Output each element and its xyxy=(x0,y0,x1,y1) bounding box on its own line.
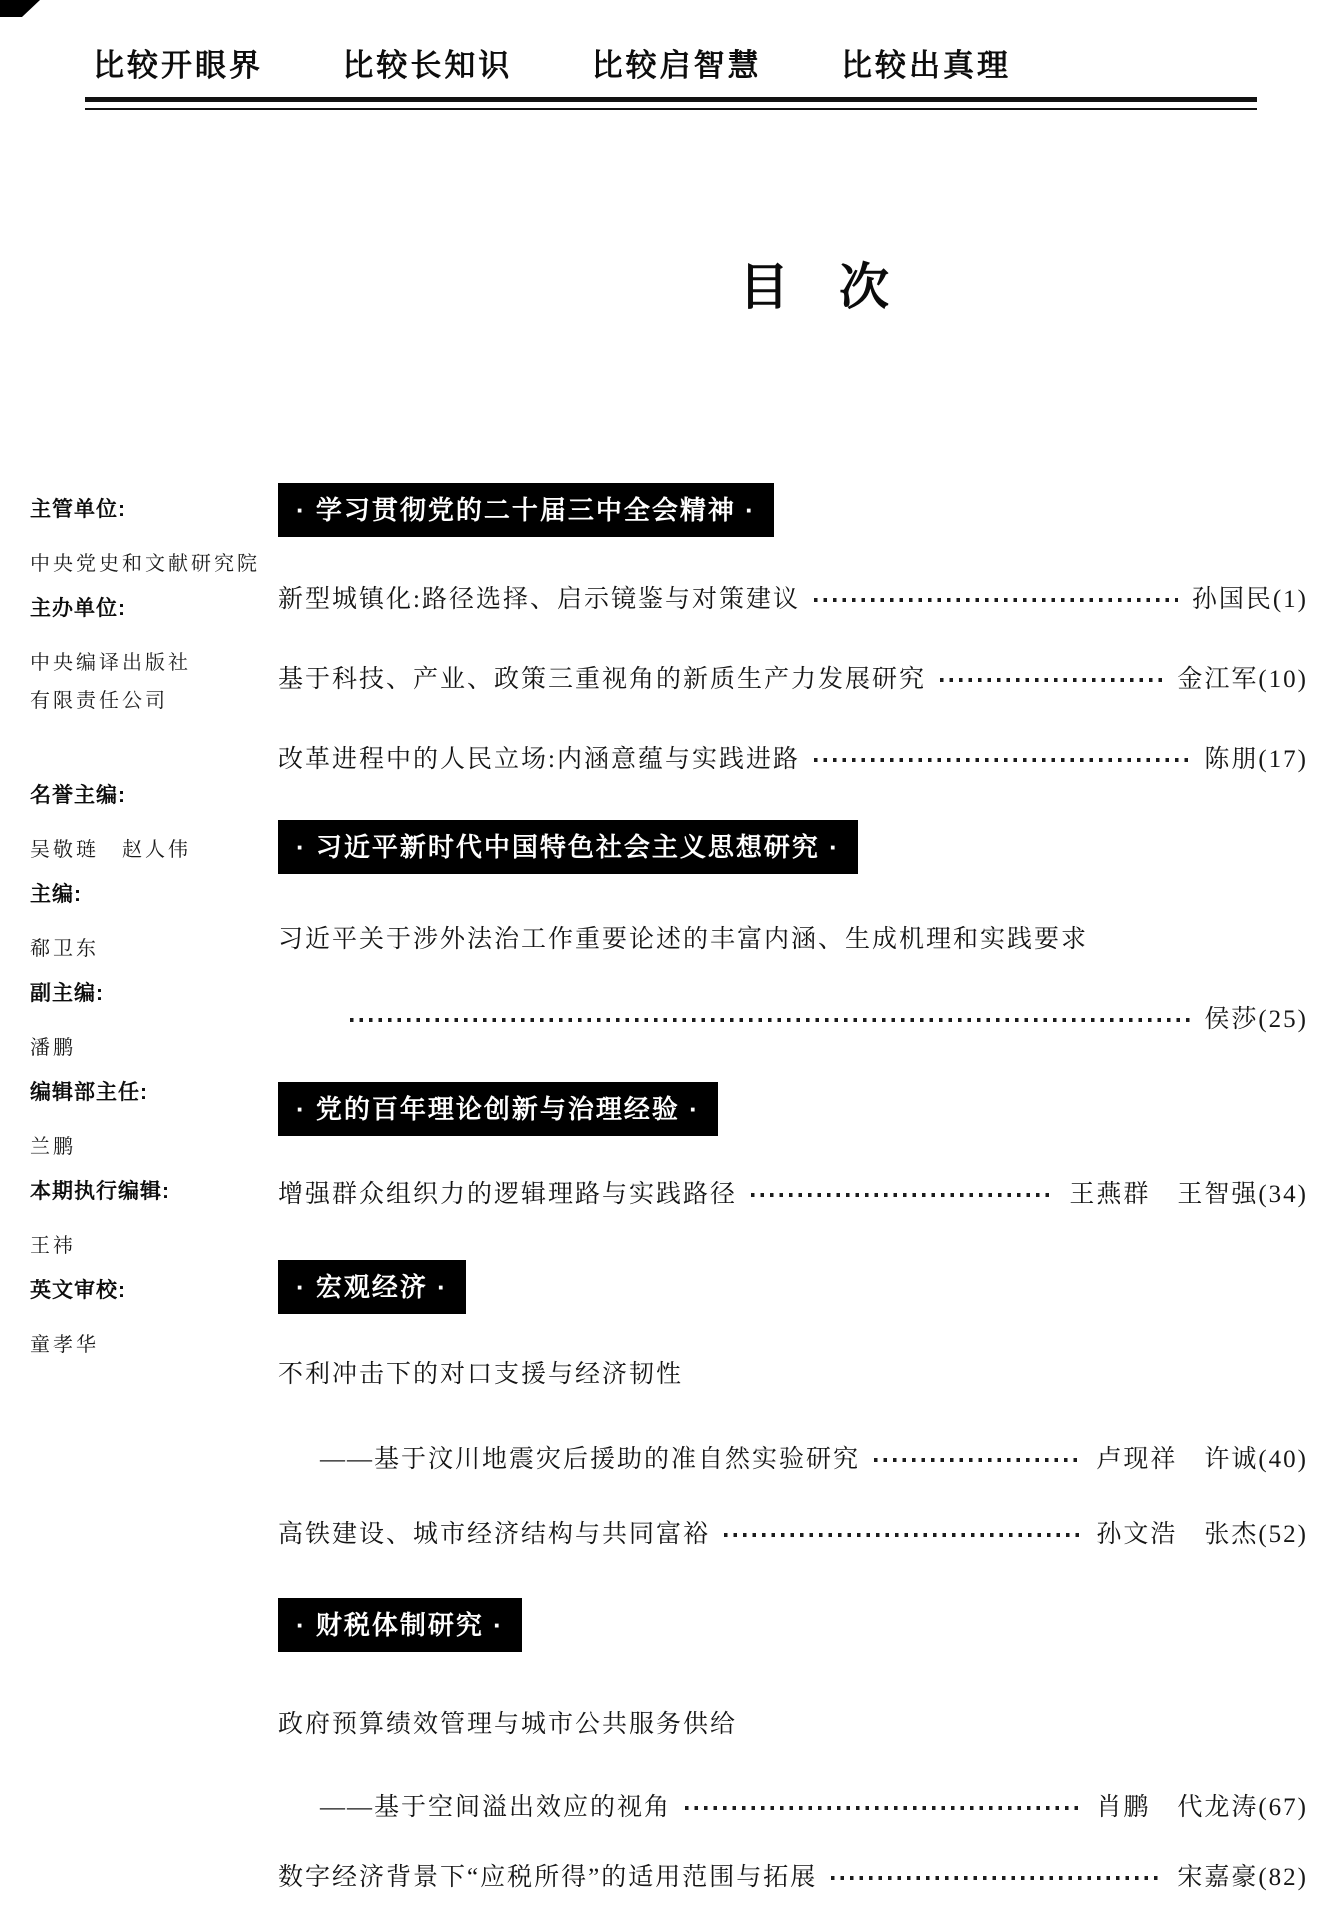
article-title: 改革进程中的人民立场:内涵意蕴与实践进路 xyxy=(278,746,800,773)
masthead-value: 吴敬琏 赵人伟 xyxy=(30,839,191,861)
page-title: 目 次 xyxy=(739,259,889,315)
masthead-sidebar xyxy=(30,495,282,1375)
toc-entry-continuation-row xyxy=(278,1004,1308,1036)
article-title: 新型城镇化:路径选择、启示镜鉴与对策建议 xyxy=(278,586,800,613)
toc-subtitle-row xyxy=(278,1792,1308,1824)
header-slogan: 比较出真理 xyxy=(840,48,1011,83)
dot-leader xyxy=(940,678,1163,682)
header-rule-thick xyxy=(85,97,1257,102)
masthead-value: 有限责任公司 xyxy=(30,690,168,712)
toc-entry-row xyxy=(278,1359,1308,1391)
masthead-entry xyxy=(30,781,282,865)
masthead-value: 郗卫东 xyxy=(30,938,99,960)
article-author-page: 孙国民(1) xyxy=(1191,586,1308,613)
toc-entry-row xyxy=(278,744,1308,776)
dot-leader xyxy=(814,758,1190,762)
dot-leader xyxy=(874,1458,1082,1462)
toc-main xyxy=(278,483,1308,1894)
masthead-label: 副主编: xyxy=(30,982,104,1005)
dot-leader xyxy=(350,1018,1190,1022)
masthead-entry xyxy=(30,594,282,716)
article-title: 高铁建设、城市经济结构与共同富裕 xyxy=(278,1521,711,1548)
masthead-value: 王祎 xyxy=(30,1235,76,1257)
toc-entry-row xyxy=(278,664,1308,696)
toc-entry-row xyxy=(278,1519,1308,1551)
masthead-value: 童孝华 xyxy=(30,1334,99,1356)
article-author-page: 卢现祥 许诚(40) xyxy=(1096,1446,1308,1473)
header-slogans xyxy=(93,46,1011,86)
masthead-label: 本期执行编辑: xyxy=(30,1180,170,1203)
article-author-page: 王燕群 王智强(34) xyxy=(1069,1181,1308,1208)
dot-leader xyxy=(724,1533,1082,1537)
masthead-label: 名誉主编: xyxy=(30,784,126,807)
article-title: 数字经济背景下“应税所得”的适用范围与拓展 xyxy=(278,1864,818,1891)
article-author-page: 肖鹏 代龙涛(67) xyxy=(1096,1794,1308,1821)
article-title: 增强群众组织力的逻辑理路与实践路径 xyxy=(278,1181,738,1208)
header-slogan: 比较启智慧 xyxy=(591,48,762,83)
toc-entry-row xyxy=(278,924,1308,956)
masthead-value: 中央编译出版社 xyxy=(30,652,191,674)
dot-leader xyxy=(814,598,1178,602)
toc-subtitle-row xyxy=(278,1444,1308,1476)
masthead-entry xyxy=(30,495,282,579)
masthead-entry xyxy=(30,1078,282,1162)
article-author-page: 孙文浩 张杰(52) xyxy=(1096,1521,1308,1548)
header-rule-thin xyxy=(85,108,1257,110)
article-author-page: 陈朋(17) xyxy=(1204,746,1308,773)
masthead-spacer xyxy=(30,731,282,781)
section-heading-bar: · 宏观经济 · xyxy=(278,1260,466,1314)
section-heading-bar: · 学习贯彻党的二十届三中全会精神 · xyxy=(278,483,774,537)
masthead-entry xyxy=(30,979,282,1063)
masthead-label: 编辑部主任: xyxy=(30,1081,148,1104)
dot-leader xyxy=(751,1193,1055,1197)
article-subtitle: ——基于汶川地震灾后援助的准自然实验研究 xyxy=(320,1446,861,1473)
article-author-page: 宋嘉豪(82) xyxy=(1177,1864,1308,1891)
article-title: 政府预算绩效管理与城市公共服务供给 xyxy=(278,1711,738,1738)
article-subtitle: ——基于空间溢出效应的视角 xyxy=(320,1794,672,1821)
masthead-entry xyxy=(30,880,282,964)
masthead-entry xyxy=(30,1276,282,1360)
masthead-label: 主管单位: xyxy=(30,498,126,521)
article-title: 不利冲击下的对口支援与经济韧性 xyxy=(278,1361,684,1388)
toc-entry-row xyxy=(278,1709,1308,1741)
dot-leader xyxy=(685,1806,1082,1810)
scan-artifact xyxy=(0,0,40,17)
section-heading-bar: · 党的百年理论创新与治理经验 · xyxy=(278,1082,718,1136)
article-title: 基于科技、产业、政策三重视角的新质生产力发展研究 xyxy=(278,666,927,693)
toc-entry-row xyxy=(278,1862,1308,1894)
article-author-page: 金江军(10) xyxy=(1177,666,1308,693)
header xyxy=(85,46,1257,110)
masthead-value: 兰鹏 xyxy=(30,1136,76,1158)
masthead-entry xyxy=(30,1177,282,1261)
dot-leader xyxy=(831,1876,1163,1880)
masthead-label: 主办单位: xyxy=(30,597,126,620)
header-slogan: 比较长知识 xyxy=(342,48,513,83)
article-author-page: 侯莎(25) xyxy=(1204,1006,1308,1033)
masthead-value: 中央党史和文献研究院 xyxy=(30,553,260,575)
masthead-label: 英文审校: xyxy=(30,1279,126,1302)
header-slogan: 比较开眼界 xyxy=(93,48,263,83)
toc-entry-row xyxy=(278,1179,1308,1211)
section-heading-bar: · 财税体制研究 · xyxy=(278,1598,522,1652)
toc-entry-row xyxy=(278,584,1308,616)
masthead-label: 主编: xyxy=(30,883,82,906)
masthead-value: 潘鹏 xyxy=(30,1037,76,1059)
section-heading-bar: · 习近平新时代中国特色社会主义思想研究 · xyxy=(278,820,858,874)
article-title: 习近平关于涉外法治工作重要论述的丰富内涵、生成机理和实践要求 xyxy=(278,926,1089,953)
